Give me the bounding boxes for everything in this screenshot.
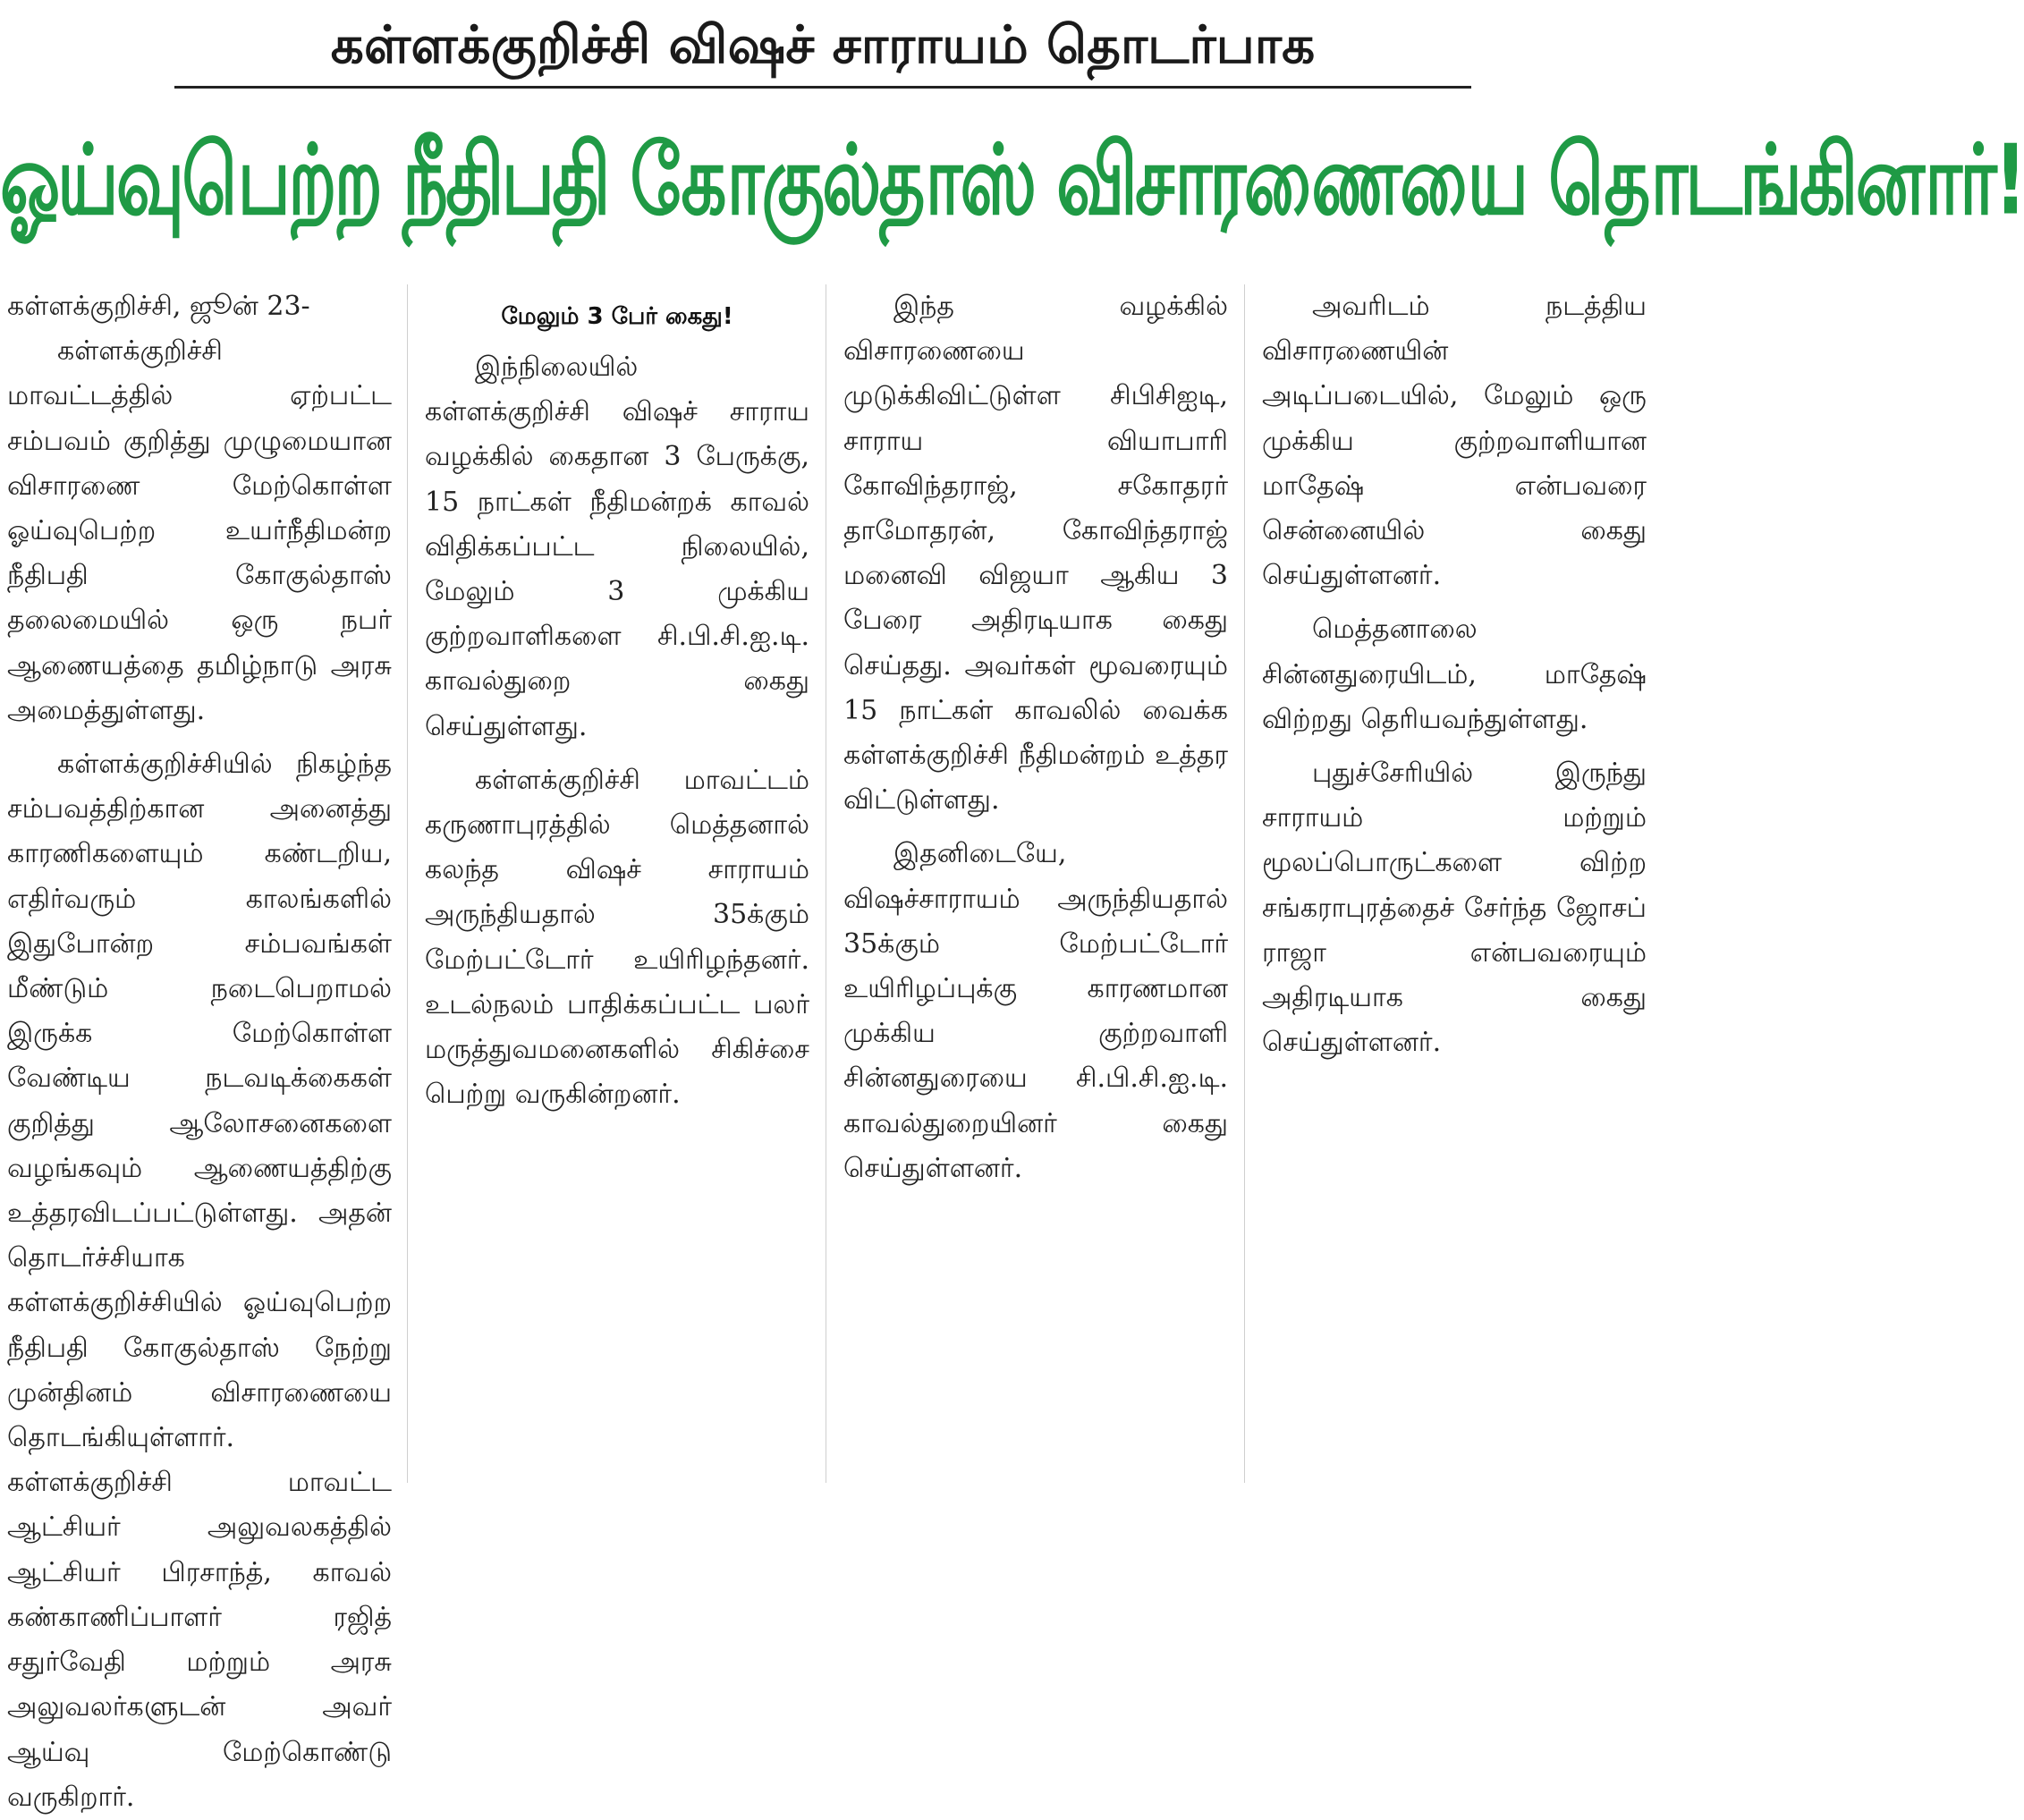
column-3: [843, 284, 1228, 1483]
paragraph: கள்ளக்குறிச்சியில் நிகழ்ந்த சம்பவத்திற்கான அனைத்து காரணிகளையும் கண்டறிய, எதிர்வரும் காலங்களில் இதுபோன்ற சம்பவங்கள் மீண்டும் நடைபெறாமல் இருக்க மேற்கொள்ள வேண்டிய நடவடிக்கைகள் குறித்து ஆலோசனைகளை வழங்கவும் ஆணையத்திற்கு உத்தரவிடப்பட்டுள்ளது. அதன் தொடர்ச்சியாக கள்ளக்குறிச்சியில் ஓய்வுபெற்ற நீதிபதி கோகுல்தாஸ் நேற்று முன்தினம் விசாரணையை தொடங்கியுள்ளார். கள்ளக்குறிச்சி மாவட்ட ஆட்சியர் அலுவலகத்தில் ஆட்சியர் பிரசாந்த், காவல் கண்காணிப்பாளர் ரஜித் சதுர்வேதி மற்றும் அரசு அலுவலர்களுடன் அவர் ஆய்வு மேற்கொண்டு வருகிறார்.: [7, 749, 392, 1813]
column-1: [7, 284, 392, 1813]
paragraph: மெத்தனாலை சின்னதுரையிடம், மாதேஷ் விற்றது தெரியவந்துள்ளது.: [1262, 614, 1647, 735]
paragraph: கள்ளக்குறிச்சி மாவட்டம் கருணாபுரத்தில் மெத்தனால் கலந்த விஷச் சாராயம் அருந்தியதால் 35க்கும் மேற்பட்டோர் உயிரிழந்தனர். உடல்நலம் பாதிக்கப்பட்ட பலர் மருத்துவமனைகளில் சிகிச்சை பெற்று வருகின்றனர்.: [425, 764, 809, 1111]
paragraph: கள்ளக்குறிச்சி மாவட்டத்தில் ஏற்பட்ட சம்பவம் குறித்து முழுமையான விசாரணை மேற்கொள்ள ஓய்வுபெற்ற உயர்நீதிமன்ற நீதிபதி கோகுல்தாஸ் தலைமையில் ஒரு நபர் ஆணையத்தை தமிழ்நாடு அரசு அமைத்துள்ளது.: [7, 335, 392, 726]
article-body: [7, 284, 1647, 1813]
paragraph: அவரிடம் நடத்திய விசாரணையின் அடிப்படையில், மேலும் ஒரு முக்கிய குற்றவாளியான மாதேஷ் என்பவரை சென்னையில் கைது செய்துள்ளனர்.: [1262, 291, 1647, 592]
kicker-headline: கள்ளக்குறிச்சி விஷச் சாராயம் தொடர்பாக: [174, 7, 1471, 89]
column-4: [1262, 284, 1647, 1483]
dateline: கள்ளக்குறிச்சி, ஜூன் 23-: [7, 291, 310, 322]
paragraph: இந்நிலையில் கள்ளக்குறிச்சி விஷச் சாராய வழக்கில் கைதான 3 பேருக்கு, 15 நாட்கள் நீதிமன்றக் காவல் விதிக்கப்பட்ட நிலையில், மேலும் 3 முக்கிய குற்றவாளிகளை சி.பி.சி.ஐ.டி. காவல்துறை கைது செய்துள்ளது.: [425, 351, 809, 742]
main-headline: ஓய்வுபெற்ற நீதிபதி கோகுல்தாஸ் விசாரணையை தொடங்கினார்!: [0, 123, 2024, 237]
paragraph: இந்த வழக்கில் விசாரணையை முடுக்கிவிட்டுள்ள சிபிசிஐடி, சாராய வியாபாரி கோவிந்தராஜ், சகோதரர் தாமோதரன், கோவிந்தராஜ் மனைவி விஜயா ஆகிய 3 பேரை அதிரடியாக கைது செய்தது. அவர்கள் மூவரையும் 15 நாட்கள் காவலில் வைக்க கள்ளக்குறிச்சி நீதிமன்றம் உத்தர விட்டுள்ளது.: [843, 291, 1228, 817]
column-2: [425, 284, 809, 1483]
paragraph: புதுச்சேரியில் இருந்து சாராயம் மற்றும் மூலப்பொருட்களை விற்ற சங்கராபுரத்தைச் சேர்ந்த ஜோசப் ராஜா என்பவரையும் அதிரடியாக கைது செய்துள்ளனர்.: [1262, 758, 1647, 1059]
subheading: மேலும் 3 பேர் கைது!: [501, 303, 733, 330]
paragraph: இதனிடையே, விஷச்சாராயம் அருந்தியதால் 35க்கும் மேற்பட்டோர் உயிரிழப்புக்கு காரணமான முக்கிய குற்றவாளி சின்னதுரையை சி.பி.சி.ஐ.டி. காவல்துறையினர் கைது செய்துள்ளனர்.: [843, 838, 1228, 1184]
